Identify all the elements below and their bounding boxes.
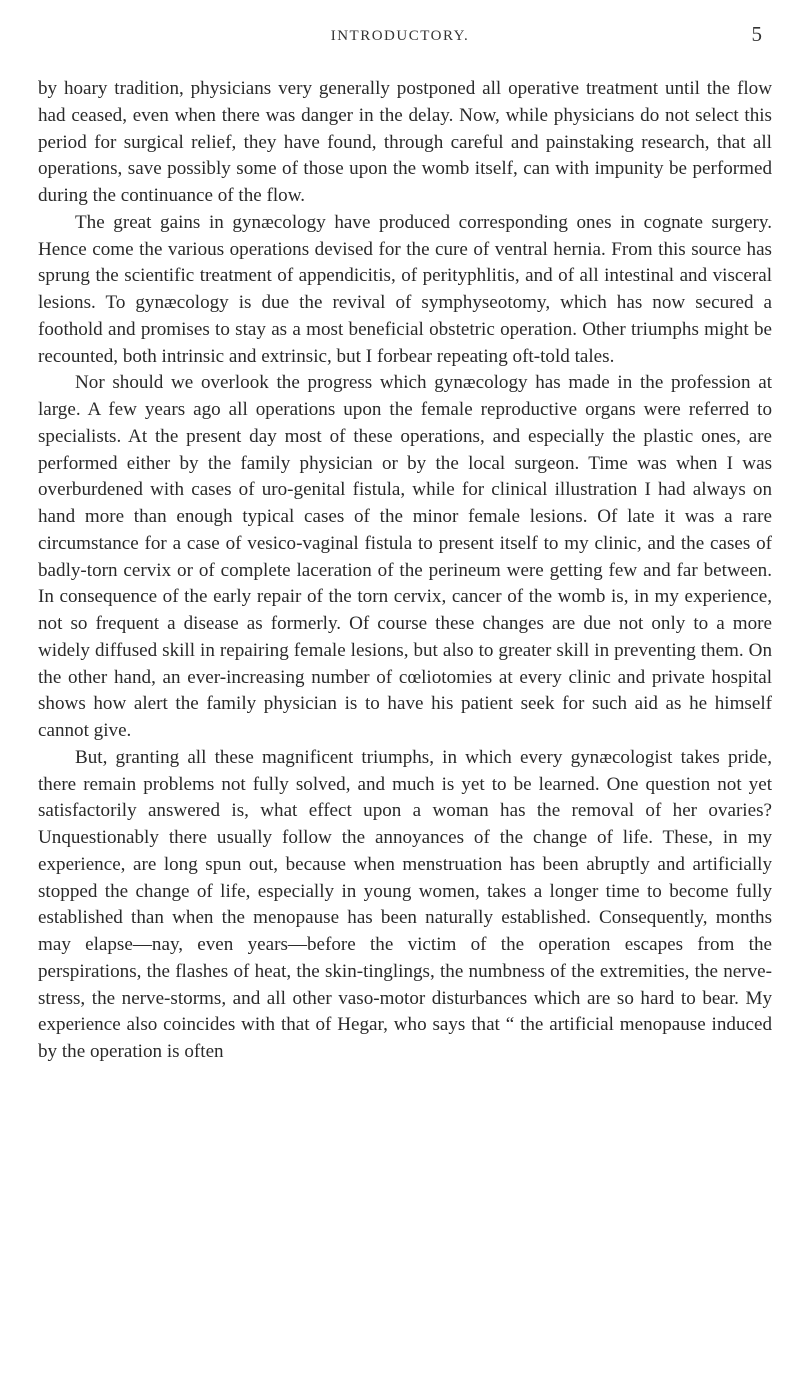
body-text [38,76,772,1066]
paragraph-ovaries-question: But, granting all these magnificent triumphs, in which every gynæcologist takes pride, there remain problems not fully solved, and much is yet to be learned. One question not yet satisfactorily answered is, what effect upon a woman has the removal of her ovaries? Unquestionably there usually follow the annoyances of the change of life. These, in my experience, are long spun out, because when menstruation has been abruptly and artificially stopped the change of life, especially in young women, takes a longer time to become fully established than when the menopause has been naturally established. Consequently, months may elapse—nay, even years—before the victim of the operation escapes from the perspirations, the flashes of heat, the skin-tinglings, the numbness of the extremities, the nerve-stress, the nerve-storms, and all other vaso-motor disturbances which are so hard to bear. My experience also coincides with that of Hegar, who says that “ the artificial menopause induced by the operation is often [38,746,772,1062]
running-head [0,22,800,52]
paragraph-profession-progress: Nor should we overlook the progress which gynæcology has made in the profession at large. A few years ago all operations upon the female reproductive organs were referred to specialists. At the present day most of these operations, and especially the plastic ones, are performed either by the family physician or by the local surgeon. Time was when I was overburdened with cases of uro-genital fistula, while for clinical illustration I had always on hand more than enough typical cases of the minor female lesions. Of late it was a rare circumstance for a case of vesico-vaginal fistula to present itself to my clinic, and the cases of badly-torn cervix or of complete laceration of the perineum were getting few and far between. In consequence of the early repair of the torn cervix, cancer of the womb is, in my experience, not so frequent a disease as formerly. Of course these changes are due not only to a more widely diffused skill in repairing female lesions, but also to greater skill in preventing them. On the other hand, an ever-increasing number of cœliotomies at every clinic and private hospital shows how alert the family physician is to have his patient seek for such aid as he himself cannot give. [38,372,772,741]
paragraph-cognate-surgery: The great gains in gynæcology have produced corresponding ones in cognate surgery. Hence come the various operations devised for the cure of ventral hernia. From this source has sprung the scientific treatment of appendicitis, of perityphlitis, and of all intestinal and visceral lesions. To gynæcology is due the revival of symphyseotomy, which has now secured a foothold and promises to stay as a most beneficial obstetric operation. Other triumphs might be recounted, both intrinsic and extrinsic, but I forbear repeating oft-told tales. [38,211,772,367]
page-number: 5 [751,22,762,46]
running-title: INTRODUCTORY. [330,28,470,44]
paragraph-continuation: by hoary tradition, physicians very generally postponed all operative treatment until the flow had ceased, even when there was danger in the delay. Now, while physicians do not select this period for surgical relief, they have found, through careful and painstaking research, that all operations, save possibly some of those upon the womb itself, can with impunity be performed during the continuance of the flow. [38,78,772,206]
